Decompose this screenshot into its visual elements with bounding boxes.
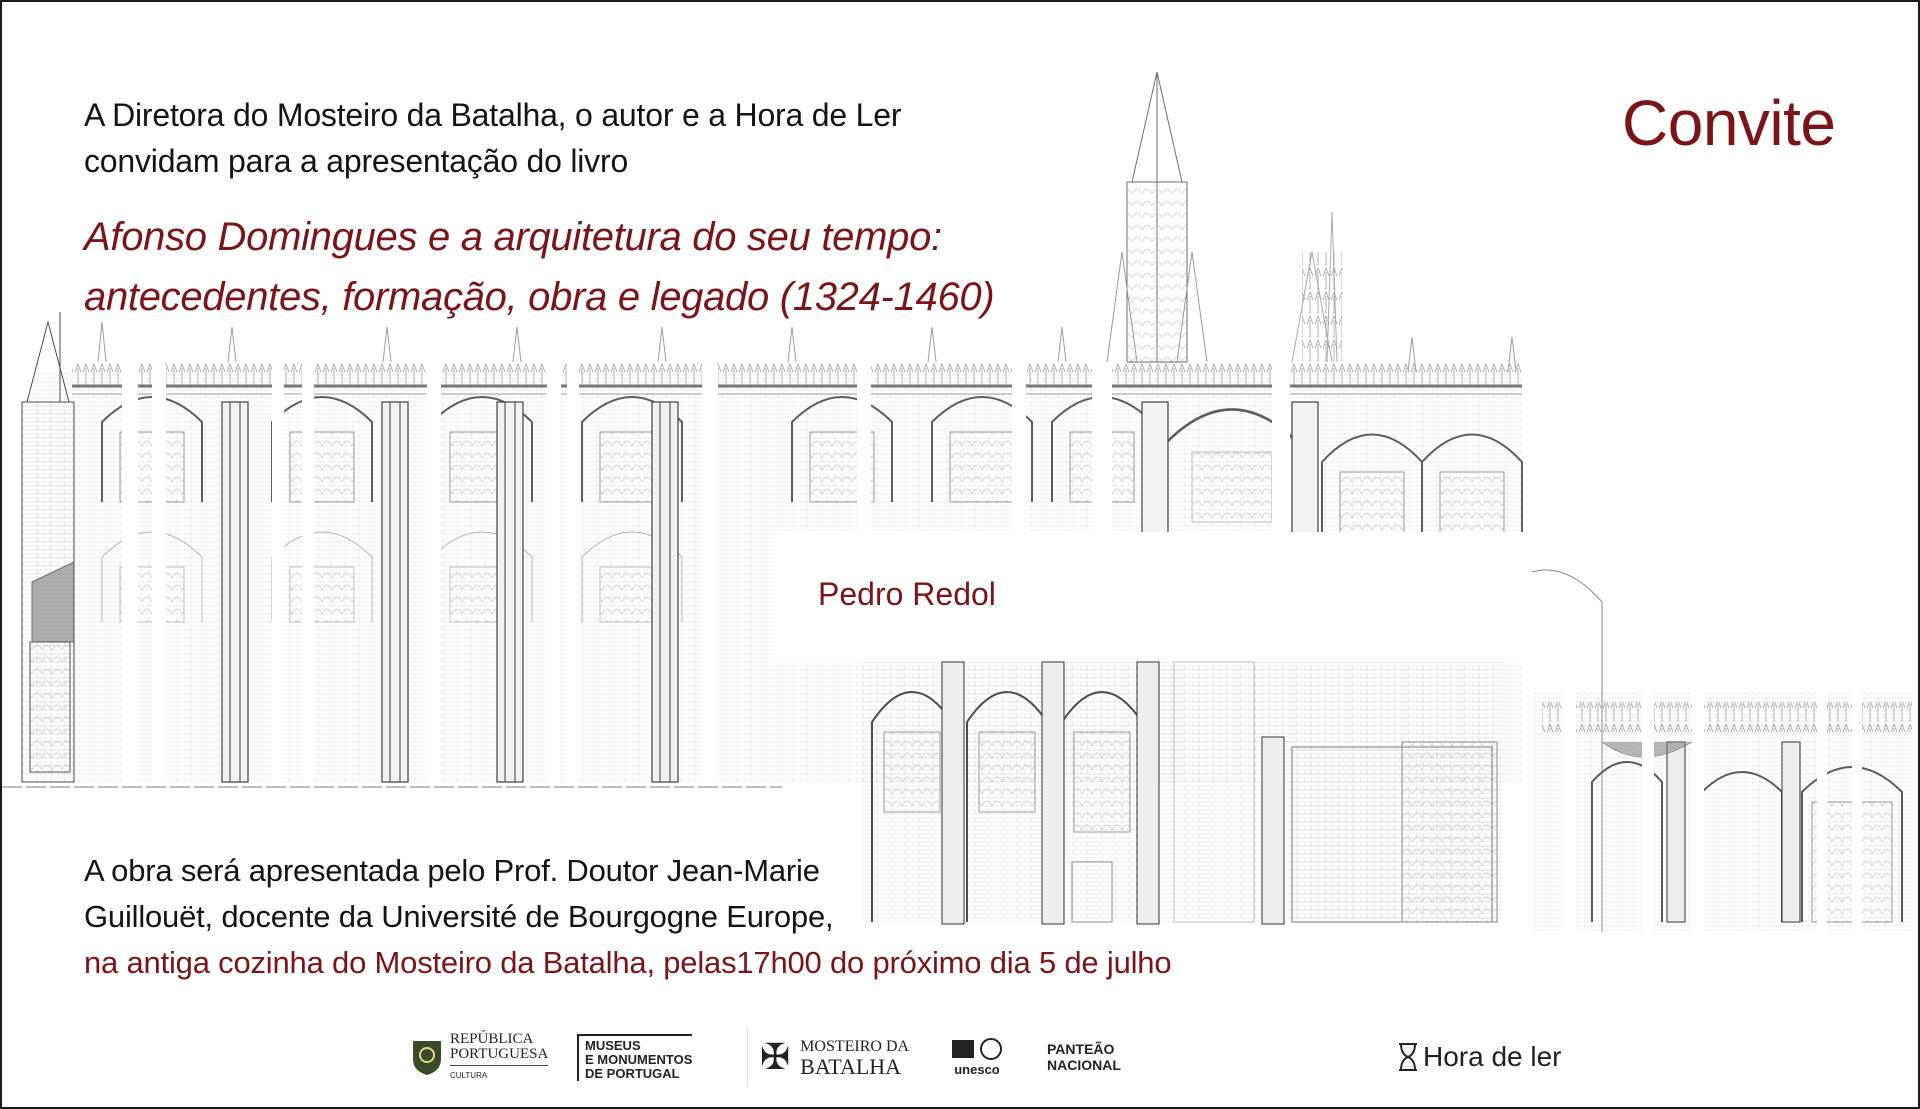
unesco-temple-icon [952, 1040, 974, 1058]
convite-heading: Convite [1622, 87, 1836, 159]
unesco-logo: unesco [952, 1027, 1002, 1087]
cross-icon: ✠ [760, 1036, 791, 1077]
republica-emblem-icon [410, 1037, 444, 1077]
mosteiro-batalha-logo: ✠ MOSTEIRO DA BATALHA [747, 1027, 909, 1087]
partner-logos [402, 1027, 1582, 1087]
hourglass-icon [1397, 1042, 1419, 1072]
panteao-nacional-logo: PANTEÃO NACIONAL [1047, 1041, 1121, 1073]
presentation-line-2: Guillouët, docente da Université de Bourgogne Europe, [84, 899, 834, 934]
hora-de-ler-logo: Hora de ler [1397, 1027, 1562, 1087]
world-heritage-icon [980, 1038, 1002, 1060]
republica-portuguesa-logo: REPÚBLICA PORTUGUESA CULTURA [410, 1027, 548, 1087]
book-title-line-1: Afonso Domingues e a arquitetura do seu tempo: [84, 215, 942, 259]
book-title [84, 207, 994, 327]
intro-text [84, 92, 901, 184]
book-title-line-2: antecedentes, formação, obra e legado (1324-1460) [84, 275, 995, 319]
intro-line-2: convidam para a apresentação do livro [84, 143, 629, 179]
presentation-line-3: na antiga cozinha do Mosteiro da Batalha, pelas17h00 do próximo dia 5 de julho [84, 945, 1172, 980]
presentation-line-1: A obra será apresentada pelo Prof. Doutor Jean-Marie [84, 853, 820, 888]
museus-monumentos-logo: MUSEUS E MONUMENTOS DE PORTUGAL [577, 1027, 692, 1087]
presentation-details [84, 848, 1171, 986]
book-author: Pedro Redol [812, 574, 1002, 615]
intro-line-1: A Diretora do Mosteiro da Batalha, o autor e a Hora de Ler [84, 97, 902, 133]
